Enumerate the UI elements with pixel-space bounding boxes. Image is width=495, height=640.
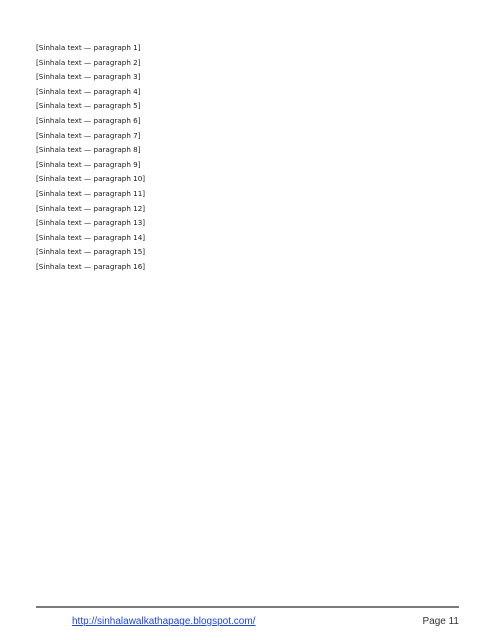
paragraph: [Sinhala text — paragraph 14]	[36, 232, 146, 242]
paragraph: [Sinhala text — paragraph 11]	[36, 188, 146, 198]
paragraph: [Sinhala text — paragraph 4]	[36, 86, 141, 96]
paragraph: [Sinhala text — paragraph 1]	[36, 43, 141, 52]
paragraph: [Sinhala text — paragraph 9]	[36, 159, 141, 169]
paragraph: [Sinhala text — paragraph 3]	[36, 72, 141, 82]
body-text	[36, 42, 459, 602]
paragraph: [Sinhala text — paragraph 10]	[36, 174, 146, 184]
paragraph: [Sinhala text — paragraph 5]	[36, 101, 141, 111]
paragraph: [Sinhala text — paragraph 2]	[36, 57, 141, 67]
paragraph: [Sinhala text — paragraph 16]	[36, 261, 146, 271]
paragraph: [Sinhala text — paragraph 12]	[36, 203, 146, 213]
page-footer	[36, 606, 459, 632]
paragraph: [Sinhala text — paragraph 7]	[36, 130, 141, 140]
paragraph: [Sinhala text — paragraph 13]	[36, 218, 146, 228]
paragraph: [Sinhala text — paragraph 15]	[36, 247, 146, 257]
blog-url-link[interactable]: http://sinhalawalkathapage.blogspot.com/	[72, 616, 256, 627]
page-number: Page 11	[422, 616, 459, 627]
paragraph: [Sinhala text — paragraph 6]	[36, 115, 141, 125]
paragraph: [Sinhala text — paragraph 8]	[36, 145, 141, 155]
